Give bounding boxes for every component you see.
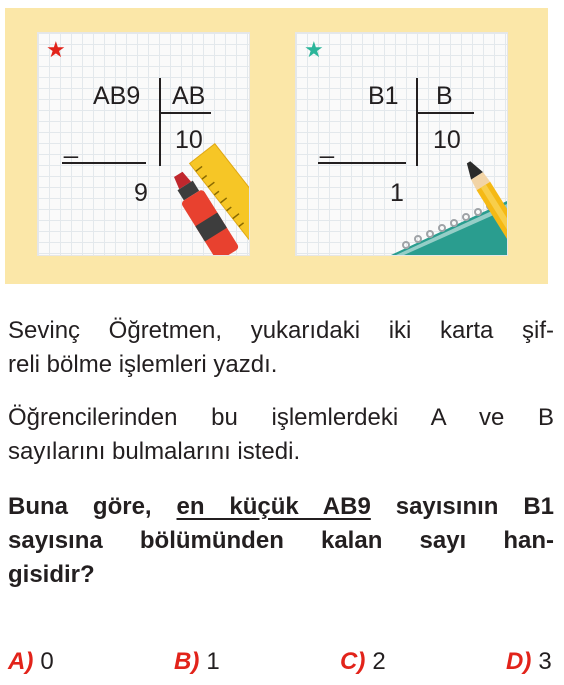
- option-value: 1: [206, 648, 220, 675]
- dividend-text: AB9: [93, 82, 141, 110]
- teal-star-icon: ★: [304, 37, 324, 62]
- minus-sign: _: [64, 131, 78, 159]
- option-value: 3: [538, 648, 552, 675]
- option-b[interactable]: [174, 645, 220, 679]
- marker-icon: [38, 33, 249, 255]
- pencil-icon: [296, 33, 507, 255]
- prompt-underlined-text: en küçük AB9: [176, 493, 371, 520]
- quotient-text: 10: [433, 126, 461, 154]
- question-paragraph-1: [8, 314, 554, 382]
- option-value: 0: [40, 648, 54, 675]
- question-line: sayılarını bulmalarını istedi.: [8, 438, 301, 465]
- question-prompt: [8, 490, 554, 592]
- option-letter: A): [8, 648, 34, 675]
- dividend-text: B1: [368, 82, 399, 110]
- option-letter: B): [174, 648, 200, 675]
- prompt-line-3: gisidir?: [8, 561, 95, 588]
- remainder-text: 9: [134, 179, 148, 207]
- divisor-text: AB: [172, 82, 206, 110]
- option-c[interactable]: [340, 645, 386, 679]
- prompt-text: sayısının B1: [370, 493, 555, 520]
- prompt-line-2: sayısına bölümünden kalan sayı han-: [8, 527, 554, 554]
- question-line: reli bölme işlemleri yazdı.: [8, 351, 278, 378]
- prompt-text: Buna göre,: [8, 493, 177, 520]
- option-d[interactable]: [506, 645, 552, 679]
- divisor-text: B: [436, 82, 453, 110]
- question-line: Sevinç Öğretmen, yukarıdaki iki karta şif-: [8, 317, 554, 344]
- question-line: Öğrencilerinden bu işlemlerdeki A ve B: [8, 404, 554, 431]
- red-star-icon: ★: [46, 37, 66, 62]
- option-value: 2: [372, 648, 386, 675]
- quotient-text: 10: [175, 126, 203, 154]
- option-letter: C): [340, 648, 366, 675]
- option-a[interactable]: [8, 645, 54, 679]
- minus-sign: _: [320, 131, 334, 159]
- remainder-text: 1: [390, 179, 404, 207]
- option-letter: D): [506, 648, 532, 675]
- division-card-2: [296, 33, 507, 255]
- division-card-1: [38, 33, 249, 255]
- question-paragraph-2: [8, 401, 554, 469]
- prompt-line-1: [8, 490, 554, 524]
